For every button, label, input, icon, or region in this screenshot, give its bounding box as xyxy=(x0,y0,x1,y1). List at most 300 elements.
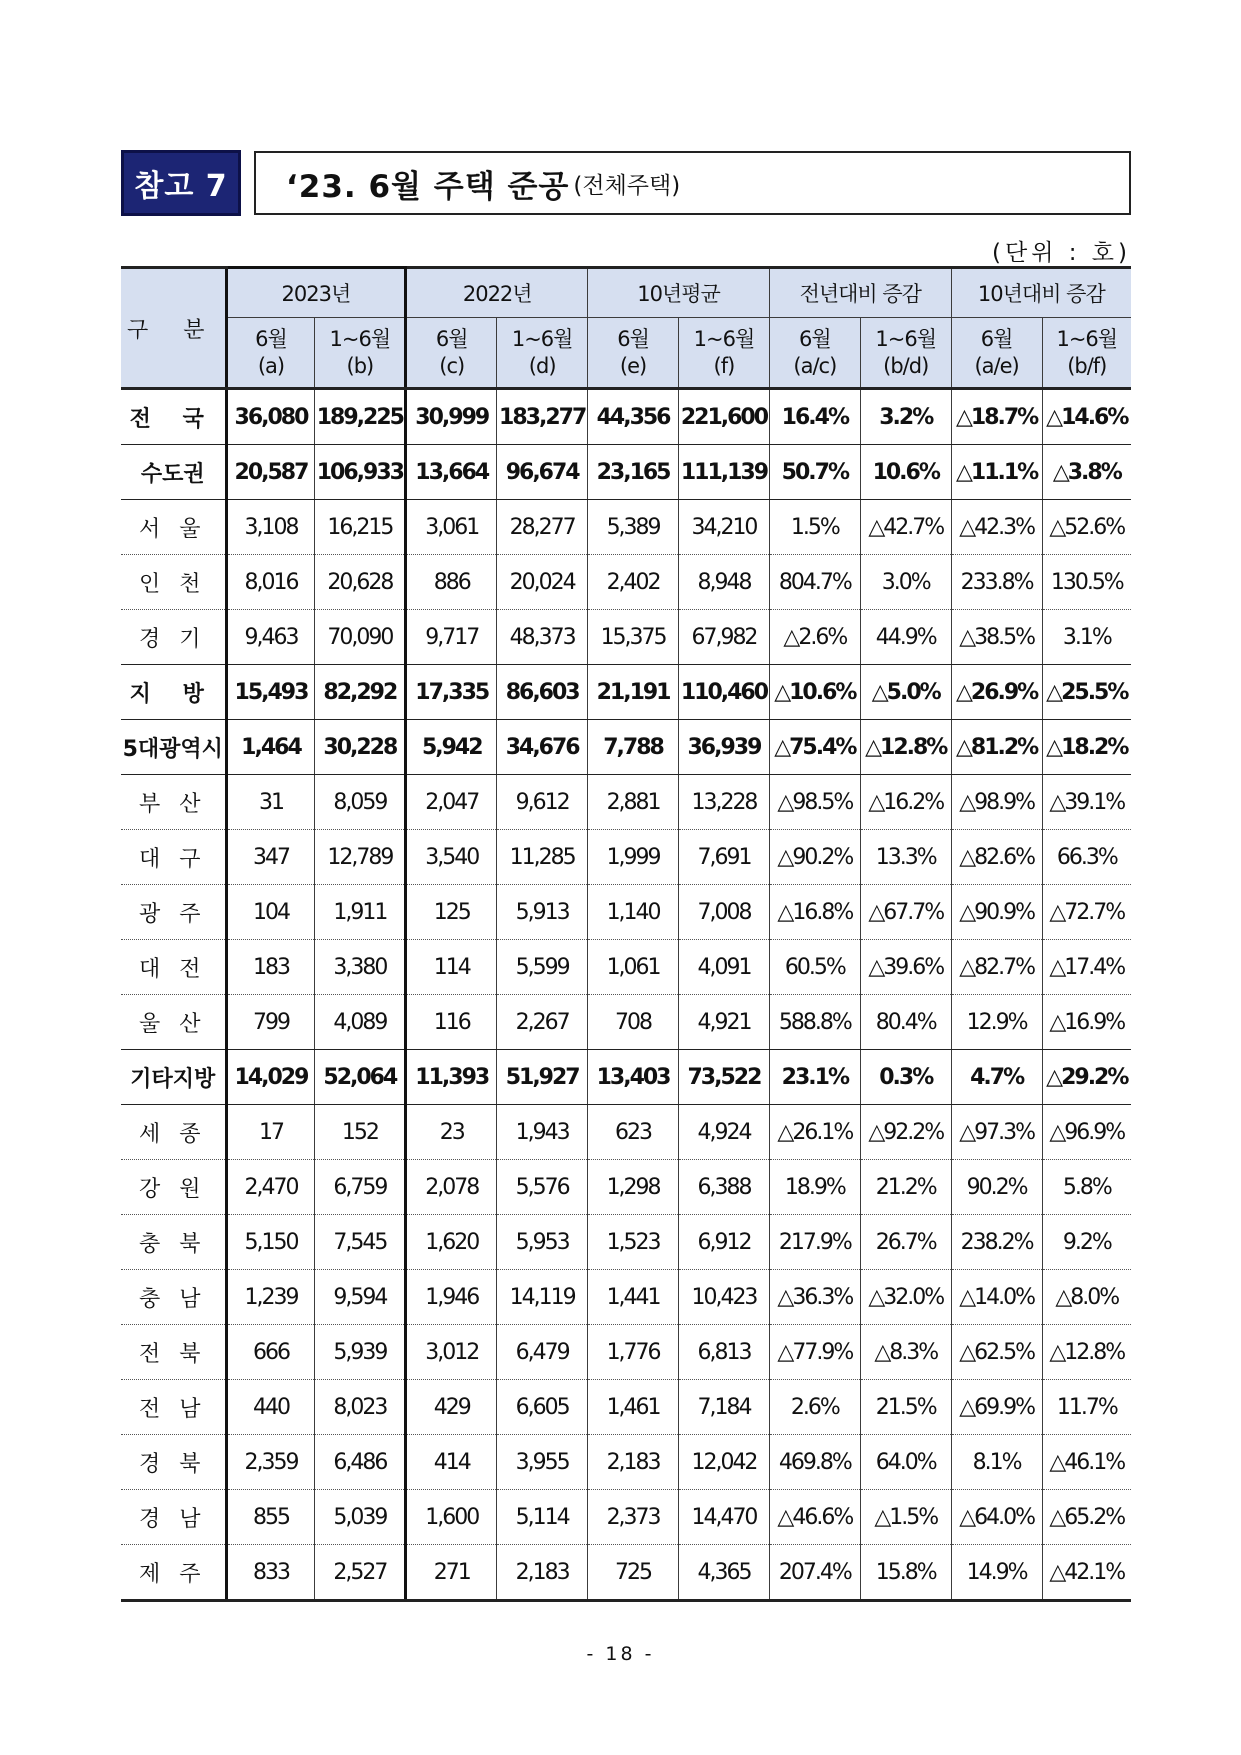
header-sub-code: (b/d) xyxy=(883,353,929,378)
value-cell: 5,114 xyxy=(497,1490,588,1545)
value-cell: 2,373 xyxy=(588,1490,679,1545)
value-cell: 30,999 xyxy=(406,389,497,445)
value-cell: △16.8% xyxy=(769,885,860,940)
value-cell: 9,463 xyxy=(226,610,315,665)
value-cell: 666 xyxy=(226,1325,315,1380)
value-cell: △18.2% xyxy=(1042,720,1131,775)
value-cell: 34,210 xyxy=(679,500,770,555)
value-cell: 7,008 xyxy=(679,885,770,940)
value-cell: 17 xyxy=(226,1105,315,1160)
value-cell: △26.1% xyxy=(769,1105,860,1160)
value-cell: 52,064 xyxy=(315,1050,406,1105)
value-cell: △98.5% xyxy=(769,775,860,830)
value-cell: 3,061 xyxy=(406,500,497,555)
value-cell: 15,493 xyxy=(226,665,315,720)
value-cell: 3,380 xyxy=(315,940,406,995)
region-name: 기타지방 xyxy=(121,1050,226,1105)
value-cell: 17,335 xyxy=(406,665,497,720)
table-row xyxy=(121,665,1131,720)
header-sub-period: 1~6월 xyxy=(693,326,755,351)
title-row xyxy=(121,150,1131,216)
unit-label: (단위 : 호) xyxy=(992,240,1131,266)
value-cell: △14.0% xyxy=(951,1270,1042,1325)
value-cell: △81.2% xyxy=(951,720,1042,775)
value-cell: △42.3% xyxy=(951,500,1042,555)
table-row xyxy=(121,995,1131,1050)
header-group-1: 2022년 xyxy=(406,268,588,318)
header-sub-5 xyxy=(679,318,770,389)
value-cell: 5,599 xyxy=(497,940,588,995)
value-cell: 152 xyxy=(315,1105,406,1160)
value-cell: △64.0% xyxy=(951,1490,1042,1545)
region-name: 대 전 xyxy=(121,940,226,995)
table-header xyxy=(121,268,1131,389)
value-cell: 1,620 xyxy=(406,1215,497,1270)
header-sub-code: (c) xyxy=(439,353,465,378)
value-cell: 5,939 xyxy=(315,1325,406,1380)
value-cell: 4,091 xyxy=(679,940,770,995)
value-cell: 90.2% xyxy=(951,1160,1042,1215)
value-cell: 5,942 xyxy=(406,720,497,775)
value-cell: 3,955 xyxy=(497,1435,588,1490)
region-name: 인 천 xyxy=(121,555,226,610)
value-cell: 469.8% xyxy=(769,1435,860,1490)
value-cell: △90.9% xyxy=(951,885,1042,940)
value-cell: 6,486 xyxy=(315,1435,406,1490)
value-cell: 2,047 xyxy=(406,775,497,830)
header-category: 구 분 xyxy=(121,268,226,389)
value-cell: 14,119 xyxy=(497,1270,588,1325)
table-row xyxy=(121,1435,1131,1490)
value-cell: 833 xyxy=(226,1545,315,1601)
value-cell: 855 xyxy=(226,1490,315,1545)
value-cell: 10,423 xyxy=(679,1270,770,1325)
table-row xyxy=(121,1270,1131,1325)
region-name: 경 북 xyxy=(121,1435,226,1490)
header-sub-8 xyxy=(951,318,1042,389)
value-cell: △39.6% xyxy=(860,940,951,995)
value-cell: 5,913 xyxy=(497,885,588,940)
value-cell: △39.1% xyxy=(1042,775,1131,830)
value-cell: 13,403 xyxy=(588,1050,679,1105)
value-cell: 15,375 xyxy=(588,610,679,665)
value-cell: 14.9% xyxy=(951,1545,1042,1601)
value-cell: 16.4% xyxy=(769,389,860,445)
value-cell: △82.7% xyxy=(951,940,1042,995)
value-cell: 4,365 xyxy=(679,1545,770,1601)
value-cell: 34,676 xyxy=(497,720,588,775)
value-cell: 2,470 xyxy=(226,1160,315,1215)
header-sub-9 xyxy=(1042,318,1131,389)
header-sub-code: (b) xyxy=(346,353,374,378)
value-cell: 28,277 xyxy=(497,500,588,555)
page-title: ‘23. 6월 주택 준공 xyxy=(286,168,570,205)
value-cell: 6,605 xyxy=(497,1380,588,1435)
value-cell: 1,461 xyxy=(588,1380,679,1435)
value-cell: 1,946 xyxy=(406,1270,497,1325)
value-cell: △98.9% xyxy=(951,775,1042,830)
value-cell: 183 xyxy=(226,940,315,995)
value-cell: 86,603 xyxy=(497,665,588,720)
value-cell: 588.8% xyxy=(769,995,860,1050)
region-name: 전 북 xyxy=(121,1325,226,1380)
region-name: 서 울 xyxy=(121,500,226,555)
value-cell: 2,527 xyxy=(315,1545,406,1601)
value-cell: △72.7% xyxy=(1042,885,1131,940)
table-row xyxy=(121,1380,1131,1435)
region-name: 경 남 xyxy=(121,1490,226,1545)
value-cell: 80.4% xyxy=(860,995,951,1050)
value-cell: 221,600 xyxy=(679,389,770,445)
value-cell: 26.7% xyxy=(860,1215,951,1270)
value-cell: △77.9% xyxy=(769,1325,860,1380)
value-cell: 21.5% xyxy=(860,1380,951,1435)
value-cell: 2,183 xyxy=(588,1435,679,1490)
value-cell: 2,078 xyxy=(406,1160,497,1215)
region-name: 지 방 xyxy=(121,665,226,720)
value-cell: 9,612 xyxy=(497,775,588,830)
table-row xyxy=(121,1545,1131,1601)
value-cell: 20,628 xyxy=(315,555,406,610)
value-cell: 23.1% xyxy=(769,1050,860,1105)
region-name: 제 주 xyxy=(121,1545,226,1601)
table-body xyxy=(121,389,1131,1601)
table-row xyxy=(121,500,1131,555)
value-cell: △29.2% xyxy=(1042,1050,1131,1105)
region-name: 울 산 xyxy=(121,995,226,1050)
page-subtitle: (전체주택) xyxy=(573,172,681,199)
value-cell: 7,545 xyxy=(315,1215,406,1270)
value-cell: △36.3% xyxy=(769,1270,860,1325)
header-sub-4 xyxy=(588,318,679,389)
value-cell: △52.6% xyxy=(1042,500,1131,555)
housing-completion-table xyxy=(121,266,1131,1602)
table-row xyxy=(121,1105,1131,1160)
value-cell: △17.4% xyxy=(1042,940,1131,995)
value-cell: △96.9% xyxy=(1042,1105,1131,1160)
header-sub-code: (f) xyxy=(713,353,735,378)
value-cell: 725 xyxy=(588,1545,679,1601)
value-cell: 2,402 xyxy=(588,555,679,610)
page-number: - 18 - xyxy=(586,1643,655,1665)
region-name: 세 종 xyxy=(121,1105,226,1160)
value-cell: 21,191 xyxy=(588,665,679,720)
value-cell: 271 xyxy=(406,1545,497,1601)
value-cell: △12.8% xyxy=(860,720,951,775)
value-cell: 23,165 xyxy=(588,445,679,500)
region-name: 충 북 xyxy=(121,1215,226,1270)
value-cell: 8,948 xyxy=(679,555,770,610)
table-row xyxy=(121,1160,1131,1215)
value-cell: 8,016 xyxy=(226,555,315,610)
value-cell: 238.2% xyxy=(951,1215,1042,1270)
value-cell: 414 xyxy=(406,1435,497,1490)
value-cell: 4,089 xyxy=(315,995,406,1050)
value-cell: 429 xyxy=(406,1380,497,1435)
value-cell: 5,953 xyxy=(497,1215,588,1270)
header-sub-period: 6월 xyxy=(617,326,649,351)
value-cell: 21.2% xyxy=(860,1160,951,1215)
value-cell: 130.5% xyxy=(1042,555,1131,610)
value-cell: 6,759 xyxy=(315,1160,406,1215)
value-cell: △5.0% xyxy=(860,665,951,720)
value-cell: △62.5% xyxy=(951,1325,1042,1380)
header-group-3: 전년대비 증감 xyxy=(769,268,951,318)
title-box xyxy=(254,151,1131,215)
value-cell: 3.1% xyxy=(1042,610,1131,665)
value-cell: 347 xyxy=(226,830,315,885)
reference-badge: 참고 7 xyxy=(121,150,241,216)
value-cell: 1,523 xyxy=(588,1215,679,1270)
header-group-0: 2023년 xyxy=(226,268,406,318)
value-cell: 64.0% xyxy=(860,1435,951,1490)
value-cell: 11,285 xyxy=(497,830,588,885)
value-cell: 2,359 xyxy=(226,1435,315,1490)
value-cell: 1,943 xyxy=(497,1105,588,1160)
value-cell: △97.3% xyxy=(951,1105,1042,1160)
value-cell: 440 xyxy=(226,1380,315,1435)
value-cell: △38.5% xyxy=(951,610,1042,665)
value-cell: 183,277 xyxy=(497,389,588,445)
value-cell: △46.6% xyxy=(769,1490,860,1545)
value-cell: 1,464 xyxy=(226,720,315,775)
value-cell: 6,912 xyxy=(679,1215,770,1270)
value-cell: 9,717 xyxy=(406,610,497,665)
value-cell: 207.4% xyxy=(769,1545,860,1601)
region-name: 충 남 xyxy=(121,1270,226,1325)
value-cell: 6,388 xyxy=(679,1160,770,1215)
value-cell: 7,788 xyxy=(588,720,679,775)
value-cell: △26.9% xyxy=(951,665,1042,720)
value-cell: 50.7% xyxy=(769,445,860,500)
header-sub-period: 1~6월 xyxy=(875,326,937,351)
value-cell: △42.1% xyxy=(1042,1545,1131,1601)
table-row xyxy=(121,610,1131,665)
value-cell: 2,881 xyxy=(588,775,679,830)
value-cell: △16.9% xyxy=(1042,995,1131,1050)
header-sub-1 xyxy=(315,318,406,389)
region-name: 경 기 xyxy=(121,610,226,665)
value-cell: △67.7% xyxy=(860,885,951,940)
value-cell: 125 xyxy=(406,885,497,940)
value-cell: 1.5% xyxy=(769,500,860,555)
value-cell: 48,373 xyxy=(497,610,588,665)
value-cell: 708 xyxy=(588,995,679,1050)
value-cell: 7,184 xyxy=(679,1380,770,1435)
region-name: 5대광역시 xyxy=(121,720,226,775)
value-cell: 12.9% xyxy=(951,995,1042,1050)
value-cell: 1,999 xyxy=(588,830,679,885)
region-name: 수도권 xyxy=(121,445,226,500)
value-cell: 44.9% xyxy=(860,610,951,665)
table-row xyxy=(121,1215,1131,1270)
value-cell: 1,298 xyxy=(588,1160,679,1215)
value-cell: 14,470 xyxy=(679,1490,770,1545)
value-cell: 886 xyxy=(406,555,497,610)
header-sub-3 xyxy=(497,318,588,389)
value-cell: 5,150 xyxy=(226,1215,315,1270)
value-cell: 111,139 xyxy=(679,445,770,500)
value-cell: △10.6% xyxy=(769,665,860,720)
region-name: 전 남 xyxy=(121,1380,226,1435)
value-cell: △90.2% xyxy=(769,830,860,885)
value-cell: 13,228 xyxy=(679,775,770,830)
value-cell: △42.7% xyxy=(860,500,951,555)
value-cell: 16,215 xyxy=(315,500,406,555)
value-cell: 5,576 xyxy=(497,1160,588,1215)
region-name: 광 주 xyxy=(121,885,226,940)
value-cell: 110,460 xyxy=(679,665,770,720)
value-cell: 70,090 xyxy=(315,610,406,665)
value-cell: 4.7% xyxy=(951,1050,1042,1105)
value-cell: 2,183 xyxy=(497,1545,588,1601)
value-cell: 12,042 xyxy=(679,1435,770,1490)
table-row xyxy=(121,445,1131,500)
value-cell: 4,924 xyxy=(679,1105,770,1160)
value-cell: △75.4% xyxy=(769,720,860,775)
table-row xyxy=(121,885,1131,940)
value-cell: 8,059 xyxy=(315,775,406,830)
value-cell: 60.5% xyxy=(769,940,860,995)
value-cell: 20,587 xyxy=(226,445,315,500)
header-sub-6 xyxy=(769,318,860,389)
value-cell: △65.2% xyxy=(1042,1490,1131,1545)
value-cell: 1,911 xyxy=(315,885,406,940)
table-row xyxy=(121,940,1131,995)
region-name: 부 산 xyxy=(121,775,226,830)
header-sub-2 xyxy=(406,318,497,389)
value-cell: 5,389 xyxy=(588,500,679,555)
region-name: 강 원 xyxy=(121,1160,226,1215)
value-cell: 3,012 xyxy=(406,1325,497,1380)
value-cell: △11.1% xyxy=(951,445,1042,500)
value-cell: 14,029 xyxy=(226,1050,315,1105)
value-cell: △25.5% xyxy=(1042,665,1131,720)
table-row xyxy=(121,720,1131,775)
value-cell: △46.1% xyxy=(1042,1435,1131,1490)
value-cell: 73,522 xyxy=(679,1050,770,1105)
value-cell: 13.3% xyxy=(860,830,951,885)
table-row xyxy=(121,1490,1131,1545)
value-cell: 18.9% xyxy=(769,1160,860,1215)
value-cell: 189,225 xyxy=(315,389,406,445)
value-cell: △32.0% xyxy=(860,1270,951,1325)
value-cell: 3.0% xyxy=(860,555,951,610)
value-cell: △14.6% xyxy=(1042,389,1131,445)
value-cell: △1.5% xyxy=(860,1490,951,1545)
value-cell: 96,674 xyxy=(497,445,588,500)
header-sub-7 xyxy=(860,318,951,389)
region-name: 대 구 xyxy=(121,830,226,885)
value-cell: 23 xyxy=(406,1105,497,1160)
table-row xyxy=(121,389,1131,445)
header-sub-code: (a) xyxy=(257,353,285,378)
value-cell: 1,239 xyxy=(226,1270,315,1325)
value-cell: 3,108 xyxy=(226,500,315,555)
table-row xyxy=(121,555,1131,610)
header-sub-code: (d) xyxy=(528,353,556,378)
header-sub-code: (a/c) xyxy=(793,353,837,378)
value-cell: △69.9% xyxy=(951,1380,1042,1435)
value-cell: 4,921 xyxy=(679,995,770,1050)
value-cell: △92.2% xyxy=(860,1105,951,1160)
value-cell: 31 xyxy=(226,775,315,830)
value-cell: 6,479 xyxy=(497,1325,588,1380)
value-cell: 623 xyxy=(588,1105,679,1160)
header-group-4: 10년대비 증감 xyxy=(951,268,1131,318)
value-cell: 13,664 xyxy=(406,445,497,500)
value-cell: 12,789 xyxy=(315,830,406,885)
value-cell: 3,540 xyxy=(406,830,497,885)
value-cell: 67,982 xyxy=(679,610,770,665)
value-cell: △82.6% xyxy=(951,830,1042,885)
value-cell: 116 xyxy=(406,995,497,1050)
table-row xyxy=(121,830,1131,885)
value-cell: 7,691 xyxy=(679,830,770,885)
value-cell: 51,927 xyxy=(497,1050,588,1105)
value-cell: 15.8% xyxy=(860,1545,951,1601)
value-cell: △3.8% xyxy=(1042,445,1131,500)
header-sub-period: 6월 xyxy=(980,326,1013,351)
value-cell: △18.7% xyxy=(951,389,1042,445)
header-sub-code: (b/f) xyxy=(1067,353,1107,378)
header-group-2: 10년평균 xyxy=(588,268,770,318)
value-cell: 104 xyxy=(226,885,315,940)
value-cell: 5.8% xyxy=(1042,1160,1131,1215)
table-row xyxy=(121,775,1131,830)
header-sub-period: 1~6월 xyxy=(511,326,573,351)
value-cell: 10.6% xyxy=(860,445,951,500)
value-cell: 2,267 xyxy=(497,995,588,1050)
header-sub-code: (a/e) xyxy=(974,353,1019,378)
value-cell: 36,939 xyxy=(679,720,770,775)
value-cell: 9,594 xyxy=(315,1270,406,1325)
value-cell: 1,140 xyxy=(588,885,679,940)
header-sub-period: 1~6월 xyxy=(1056,326,1118,351)
value-cell: 8.1% xyxy=(951,1435,1042,1490)
value-cell: 66.3% xyxy=(1042,830,1131,885)
header-sub-0 xyxy=(226,318,315,389)
value-cell: 233.8% xyxy=(951,555,1042,610)
value-cell: 9.2% xyxy=(1042,1215,1131,1270)
value-cell: 1,441 xyxy=(588,1270,679,1325)
value-cell: △16.2% xyxy=(860,775,951,830)
region-name: 전 국 xyxy=(121,389,226,445)
value-cell: △8.0% xyxy=(1042,1270,1131,1325)
value-cell: 217.9% xyxy=(769,1215,860,1270)
value-cell: 11,393 xyxy=(406,1050,497,1105)
value-cell: 20,024 xyxy=(497,555,588,610)
value-cell: 1,061 xyxy=(588,940,679,995)
header-sub-period: 6월 xyxy=(799,326,831,351)
value-cell: 11.7% xyxy=(1042,1380,1131,1435)
table-row xyxy=(121,1325,1131,1380)
value-cell: 1,776 xyxy=(588,1325,679,1380)
value-cell: △12.8% xyxy=(1042,1325,1131,1380)
value-cell: 3.2% xyxy=(860,389,951,445)
table-row xyxy=(121,1050,1131,1105)
value-cell: 82,292 xyxy=(315,665,406,720)
value-cell: 0.3% xyxy=(860,1050,951,1105)
value-cell: △2.6% xyxy=(769,610,860,665)
header-sub-period: 6월 xyxy=(435,326,468,351)
value-cell: 804.7% xyxy=(769,555,860,610)
value-cell: 1,600 xyxy=(406,1490,497,1545)
value-cell: 2.6% xyxy=(769,1380,860,1435)
value-cell: 8,023 xyxy=(315,1380,406,1435)
value-cell: 44,356 xyxy=(588,389,679,445)
value-cell: 106,933 xyxy=(315,445,406,500)
